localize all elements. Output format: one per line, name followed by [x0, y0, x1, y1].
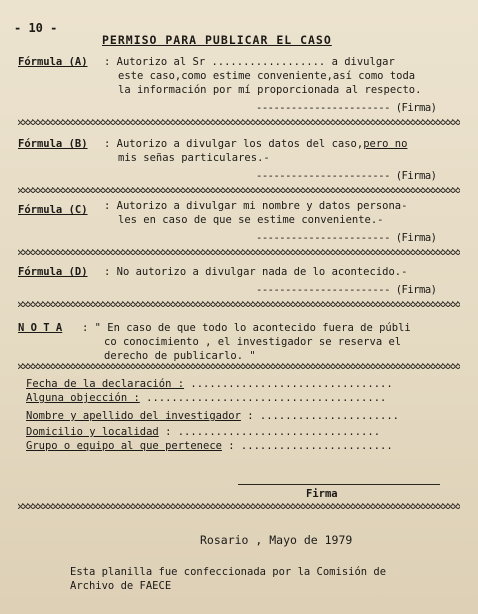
field-domicilio [26, 426, 380, 439]
field-objeccion [26, 392, 386, 405]
separator [18, 502, 460, 509]
field-investigador [26, 410, 399, 423]
formula-b-label: Fórmula (B) [18, 138, 88, 150]
formula-a-line-3: la información por mí proporcionada al respecto. [118, 84, 422, 96]
field-fecha [26, 378, 393, 391]
formula-c-signature: ----------------------- (Firma) [256, 232, 437, 244]
footer-line-2: Archivo de FAECE [70, 580, 172, 592]
formula-c-line-2: les en caso de que se estime conveniente.- [118, 214, 384, 226]
field-investigador-dots: : ...................... [240, 410, 399, 422]
formula-a-line-1: : Autorizo al Sr .................. a divulgar [104, 56, 395, 68]
separator [18, 248, 460, 255]
formula-c-label: Fórmula (C) [18, 204, 88, 216]
nota-label: N O T A [18, 322, 63, 334]
formula-d-signature: ----------------------- (Firma) [256, 284, 437, 296]
formula-c-line-1: : Autorizo a divulgar mi nombre y datos persona- [104, 200, 408, 212]
field-grupo-label: Grupo o equipo al que pertenece [26, 440, 222, 452]
formula-b-line-1 [104, 138, 407, 151]
formula-d-line: : No autorizo a divulgar nada de lo acontecido.- [104, 266, 408, 278]
signature-line [238, 484, 440, 485]
separator [18, 118, 460, 125]
formula-a-label: Fórmula (A) [18, 56, 88, 68]
nota-line-2: co conocimiento , el investigador se reserva el [104, 336, 402, 348]
page-number: - 10 - [14, 21, 58, 35]
formula-b-line-1-text: : Autorizo a divulgar los datos del caso, [104, 138, 364, 150]
formula-a-line-2: este caso,como estime conveniente,así como toda [118, 70, 416, 82]
field-objeccion-label: Alguna objección : [26, 392, 140, 404]
field-domicilio-label: Domicilio y localidad [26, 426, 159, 438]
field-objeccion-dots: ...................................... [139, 392, 387, 404]
field-grupo [26, 440, 393, 453]
field-fecha-label: Fecha de la declaración : [26, 378, 185, 390]
formula-d-label: Fórmula (D) [18, 266, 88, 278]
formula-b-underlined-text: pero no [363, 138, 408, 150]
separator [18, 300, 460, 307]
firma-label: Firma [306, 488, 338, 500]
formula-b-signature: ----------------------- (Firma) [256, 170, 437, 182]
formula-b-line-2: mis señas particulares.- [118, 152, 270, 164]
page-title: PERMISO PARA PUBLICAR EL CASO [102, 33, 332, 47]
field-domicilio-dots: : ................................ [158, 426, 381, 438]
separator [18, 362, 460, 369]
field-investigador-label: Nombre y apellido del investigador [26, 410, 241, 422]
footer-line-1: Esta planilla fue confeccionada por la Comisión de [70, 566, 387, 578]
formula-a-signature: ----------------------- (Firma) [256, 102, 437, 114]
field-fecha-dots: ................................ [184, 378, 393, 390]
nota-line-1: : " En caso de que todo lo acontecido fuera de públi [82, 322, 411, 334]
place-date: Rosario , Mayo de 1979 [200, 533, 353, 547]
field-grupo-dots: : ........................ [221, 440, 393, 452]
nota-line-3: derecho de publicarlo. " [104, 350, 256, 362]
separator [18, 186, 460, 193]
